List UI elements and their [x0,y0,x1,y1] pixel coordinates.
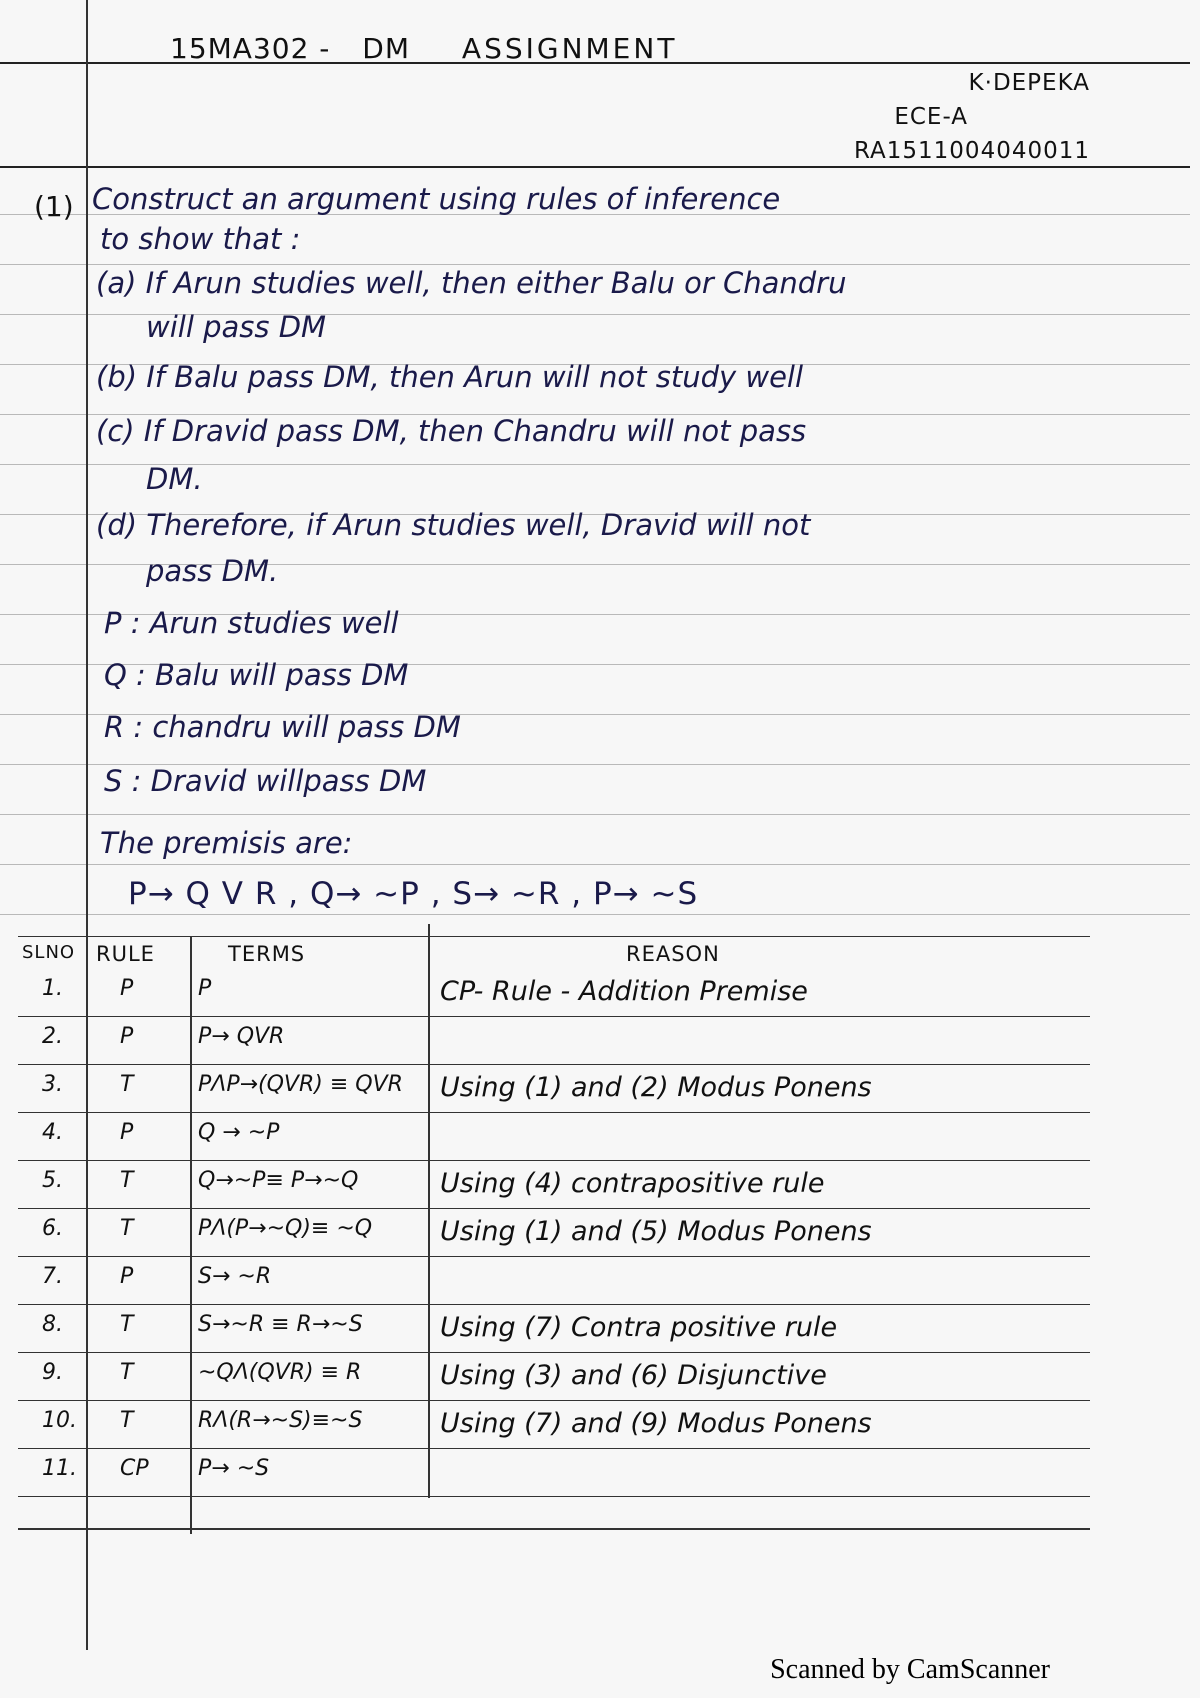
ruled-line [0,914,1190,915]
row-line [18,1304,1090,1305]
cell-rule: T [120,1360,134,1385]
table-header-top-line [18,936,1090,937]
part-d-line2: pass DM. [146,554,279,588]
premises-label: The premisis are: [100,826,353,860]
cell-reason: Using (3) and (6) Disjunctive [440,1360,827,1391]
header-rule: RULE [96,942,155,966]
cell-terms: P→ ~S [198,1456,270,1481]
row-line [18,1448,1090,1449]
title-word: ASSIGNMENT [461,32,678,65]
cell-slno: 7. [42,1264,63,1289]
premises-list: P→ Q V R , Q→ ~P , S→ ~R , P→ ~S [128,876,699,912]
variable-r: R : chandru will pass DM [104,710,461,744]
cell-terms: Q→~P≡ P→~Q [198,1168,359,1193]
part-a-line1: (a) If Arun studies well, then either Balu or Chandru [96,266,847,300]
row-line [18,1112,1090,1113]
cell-rule: T [120,1168,134,1193]
ruled-line [0,864,1190,865]
cell-terms: RΛ(R→~S)≡~S [198,1408,363,1433]
cell-rule: CP [120,1456,149,1481]
cell-slno: 2. [42,1024,63,1049]
header-terms: TERMS [228,942,306,966]
ruled-line [0,814,1190,815]
cell-rule: T [120,1408,134,1433]
cell-reason: CP- Rule - Addition Premise [440,976,808,1007]
cell-reason: Using (7) and (9) Modus Ponens [440,1408,872,1439]
cell-terms: PΛP→(QVR) ≡ QVR [198,1072,403,1097]
column-line [190,936,192,1534]
row-line [18,1400,1090,1401]
variable-p: P : Arun studies well [104,606,399,640]
variable-s: S : Dravid willpass DM [104,764,427,798]
scanner-watermark: Scanned by CamScanner [770,1654,1050,1685]
column-line [428,924,430,1498]
cell-terms: Q → ~P [198,1120,280,1145]
question-intro-line1: Construct an argument using rules of inference [92,182,781,216]
row-line [18,1160,1090,1161]
cell-reason: Using (4) contrapositive rule [440,1168,825,1199]
cell-reason: Using (1) and (5) Modus Ponens [440,1216,872,1247]
cell-terms: S→ ~R [198,1264,272,1289]
cell-rule: P [120,1120,134,1145]
column-line [86,936,88,1534]
cell-rule: P [120,976,134,1001]
cell-slno: 11. [42,1456,77,1481]
cell-reason: Using (7) Contra positive rule [440,1312,838,1343]
cell-rule: P [120,1264,134,1289]
student-name: K·DEPEKA [968,70,1090,96]
row-line [18,1256,1090,1257]
part-c-line1: (c) If Dravid pass DM, then Chandru will not pass [96,414,807,448]
cell-terms: P→ QVR [198,1024,285,1049]
register-number: RA1511004040011 [853,138,1090,164]
title-subject: DM [362,32,411,65]
cell-terms: PΛ(P→~Q)≡ ~Q [198,1216,373,1241]
variable-q: Q : Balu will pass DM [104,658,409,692]
cell-slno: 1. [42,976,63,1001]
cell-rule: T [120,1312,134,1337]
part-b-line1: (b) If Balu pass DM, then Arun will not study well [96,360,804,394]
row-line [18,1016,1090,1017]
cell-slno: 10. [42,1408,77,1433]
table-bottom-line [18,1528,1090,1530]
part-d-line1: (d) Therefore, if Arun studies well, Dravid will not [96,508,811,542]
row-line [18,1064,1090,1065]
cell-terms: ~QΛ(QVR) ≡ R [198,1360,362,1385]
cell-slno: 5. [42,1168,63,1193]
title-code: 15MA302 - [170,32,331,65]
row-line [18,1352,1090,1353]
student-class: ECE-A [894,104,968,130]
assignment-title [170,32,677,65]
cell-terms: P [198,976,212,1001]
cell-reason: Using (1) and (2) Modus Ponens [440,1072,872,1103]
header-rule-line [0,166,1190,168]
cell-rule: P [120,1024,134,1049]
cell-slno: 4. [42,1120,63,1145]
header-reason: REASON [626,942,720,966]
cell-slno: 9. [42,1360,63,1385]
row-line [18,1208,1090,1209]
part-a-line2: will pass DM [146,310,327,344]
ruled-line [0,264,1190,265]
row-line [18,1496,1090,1497]
header-slno: SLNO [22,942,76,963]
cell-rule: T [120,1072,134,1097]
cell-slno: 3. [42,1072,63,1097]
part-c-line2: DM. [146,462,203,496]
cell-slno: 8. [42,1312,63,1337]
cell-rule: T [120,1216,134,1241]
question-intro-line2: to show that : [100,222,301,256]
question-number: (1) [34,190,74,223]
cell-terms: S→~R ≡ R→~S [198,1312,363,1337]
cell-slno: 6. [42,1216,63,1241]
